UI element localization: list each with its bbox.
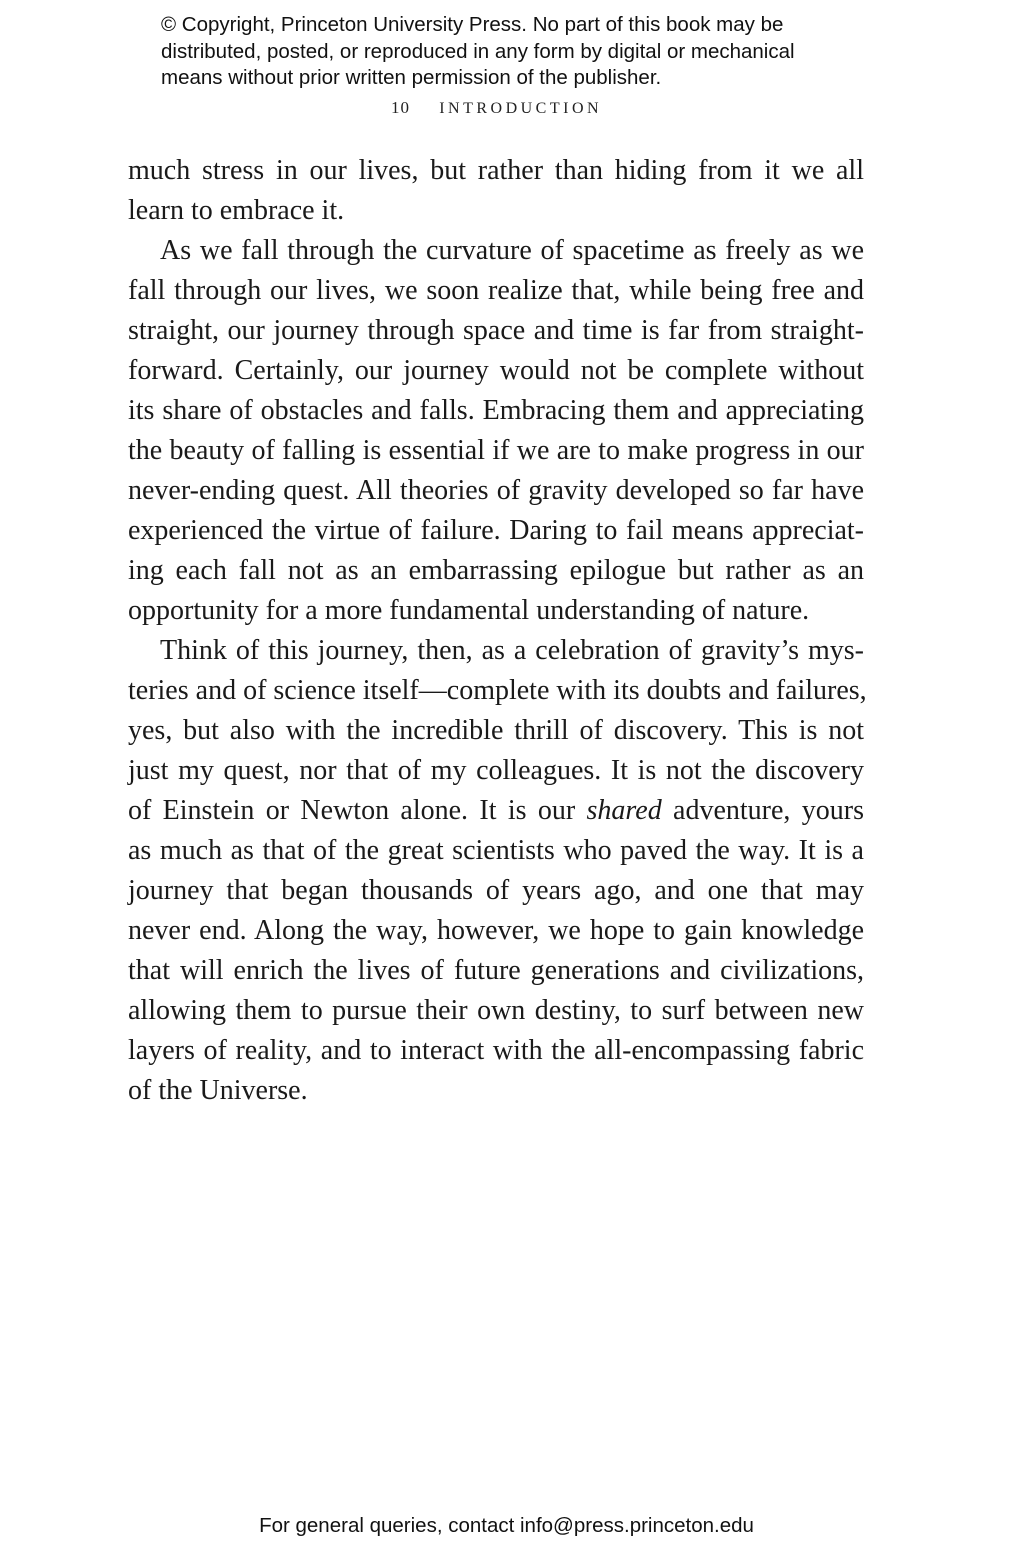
text-line: yes, but also with the incredible thrill of discovery. This is not [128, 715, 864, 746]
text-line: learn to embrace it. [128, 195, 345, 226]
text-line: straight, our journey through space and time is far from straight- [128, 315, 864, 346]
chapter-title: INTRODUCTION [439, 100, 603, 117]
text-line: Think of this journey, then, as a celebration of gravity’s mys- [160, 635, 864, 666]
copyright-line: distributed, posted, or reproduced in any form by digital or mechanical [161, 39, 795, 63]
body-text [128, 151, 867, 1111]
text-line: of the Universe. [128, 1075, 308, 1106]
copyright-line: means without prior written permission of the publisher. [161, 66, 662, 89]
page-number: 10 [390, 98, 410, 117]
text-line: much stress in our lives, but rather than hiding from it we all [128, 155, 864, 186]
text-line: just my quest, nor that of my colleagues. It is not the discovery [128, 755, 864, 786]
paragraph [128, 151, 864, 231]
text-line: never-ending quest. All theories of gravity developed so far have [128, 475, 864, 506]
text-line: forward. Certainly, our journey would not be complete without [128, 355, 864, 386]
text-line: experienced the virtue of failure. Daring to fail means appreciat- [128, 515, 864, 546]
text-line: teries and of science itself—complete with its doubts and failures, [128, 675, 867, 706]
text-line: ing each fall not as an embarrassing epilogue but rather as an [128, 555, 864, 586]
text-line: fall through our lives, we soon realize that, while being free and [128, 275, 864, 306]
text-line: layers of reality, and to interact with the all-encompassing fabric [128, 1035, 864, 1066]
text-line: as much as that of the great scientists who paved the way. It is a [128, 835, 864, 866]
text-line: never end. Along the way, however, we hope to gain knowledge [128, 915, 864, 946]
copyright-notice [161, 12, 881, 92]
copyright-line: © Copyright, Princeton University Press. No part of this book may be [161, 13, 784, 36]
text-run: adventure, yours [661, 795, 864, 826]
text-line: the beauty of falling is essential if we are to make progress in our [128, 435, 864, 466]
text-run: of Einstein or Newton alone. It is our [128, 795, 587, 826]
running-head [0, 98, 993, 118]
text-line [128, 791, 864, 831]
text-line: As we fall through the curvature of spacetime as freely as we [160, 235, 864, 266]
footer-contact: For general queries, contact info@press.princeton.edu [259, 1514, 754, 1537]
text-line: allowing them to pursue their own destiny, to surf between new [128, 995, 864, 1026]
text-line: opportunity for a more fundamental understanding of nature. [128, 595, 810, 626]
text-line: journey that began thousands of years ago, and one that may [128, 875, 864, 906]
paragraph [128, 231, 864, 631]
text-line: that will enrich the lives of future generations and civilizations, [128, 955, 864, 986]
paragraph [128, 631, 867, 1111]
emphasis-text: shared [586, 795, 662, 826]
text-line: its share of obstacles and falls. Embracing them and appreciating [128, 395, 864, 426]
